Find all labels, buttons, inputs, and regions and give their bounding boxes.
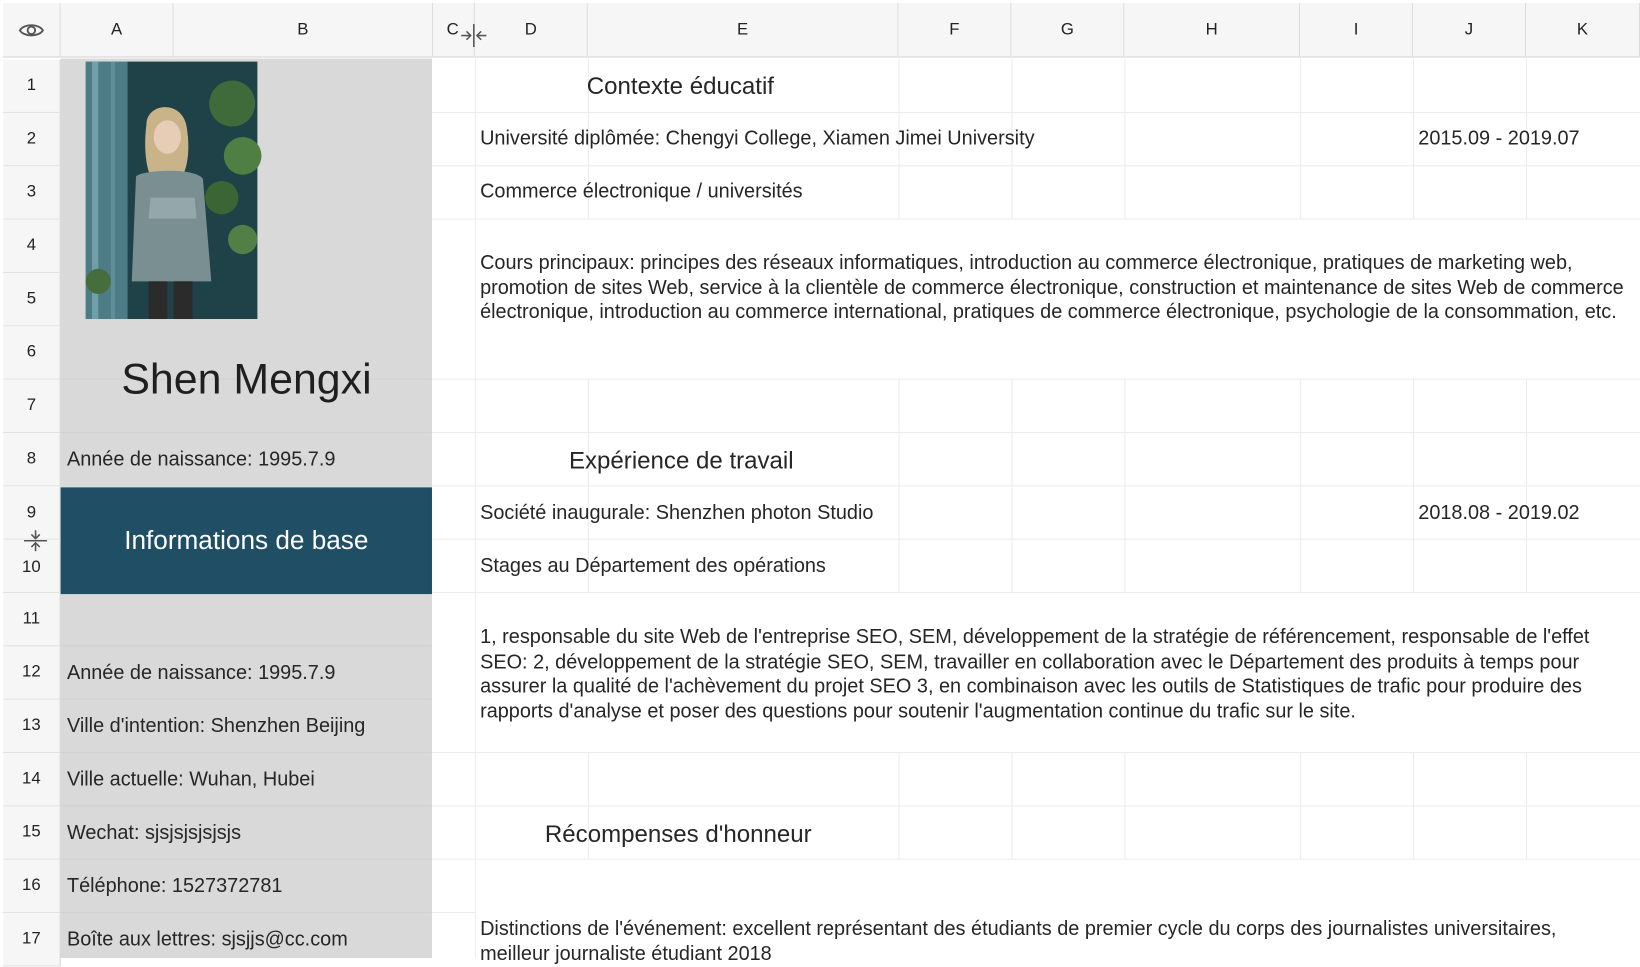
- column-header-f[interactable]: F: [898, 3, 1011, 57]
- row-header-11[interactable]: 11: [3, 593, 61, 646]
- column-header-i[interactable]: I: [1300, 3, 1413, 57]
- experience-company: Société inaugurale: Shenzhen photon Studio: [480, 502, 874, 525]
- row-header-3[interactable]: 3: [3, 166, 61, 219]
- row-resize-icon[interactable]: [23, 528, 48, 553]
- column-header-j[interactable]: J: [1413, 3, 1526, 57]
- experience-role: Stages au Département des opérations: [480, 555, 826, 578]
- row-header-2[interactable]: 2: [3, 113, 61, 166]
- experience-description: 1, responsable du site Web de l'entreprise SEO, SEM, développement de la stratégie de référencement, responsable de l'effet SEO: 2, développement de la stratégie SEO, SEM, travailler en collaboration avec le Département des produits à temps pour assurer la qualité de l'achèvement du projet SEO 3, en combinaison avec les outils de Statistiques de trafic pour produire des rapports d'analyse et poser des questions pour soutenir l'augmentation continue du trafic sur le site.: [480, 626, 1590, 723]
- gridline: [475, 59, 476, 958]
- row-header-8[interactable]: 8: [3, 433, 61, 486]
- row-header-10[interactable]: 10: [3, 540, 61, 593]
- column-header-a[interactable]: A: [61, 3, 174, 57]
- gridline: [1300, 59, 1301, 958]
- profile-photo[interactable]: [86, 62, 258, 319]
- row-header-14[interactable]: 14: [3, 753, 61, 806]
- gridline: [61, 859, 432, 860]
- row-header-4[interactable]: 4: [3, 220, 61, 273]
- detail-current-city: Ville actuelle: Wuhan, Hubei: [66, 768, 315, 791]
- row-header-15[interactable]: 15: [3, 806, 61, 859]
- gridline: [1413, 59, 1414, 958]
- row-header-6[interactable]: 6: [3, 326, 61, 379]
- gridline: [61, 752, 432, 753]
- education-heading: Contexte éducatif: [586, 72, 774, 100]
- detail-intended-city: Ville d'intention: Shenzhen Beijing: [66, 715, 366, 738]
- birth-year-top: Année de naissance: 1995.7.9: [66, 448, 336, 471]
- column-header-b[interactable]: B: [174, 3, 433, 57]
- eye-icon[interactable]: [18, 20, 45, 39]
- column-header-c[interactable]: C: [433, 3, 475, 57]
- column-header-g[interactable]: G: [1011, 3, 1124, 57]
- section-banner-basic-info: [61, 487, 432, 594]
- column-header-e[interactable]: E: [588, 3, 899, 57]
- gridline: [61, 432, 432, 433]
- gridline: [898, 59, 899, 958]
- row-header-16[interactable]: 16: [3, 860, 61, 913]
- row-header-7[interactable]: 7: [3, 380, 61, 433]
- row-header-17[interactable]: 17: [3, 913, 61, 966]
- column-header-d[interactable]: D: [475, 3, 588, 57]
- honors-heading: Récompenses d'honneur: [544, 820, 812, 848]
- education-university: Université diplômée: Chengyi College, Xiamen Jimei University: [480, 127, 1035, 150]
- gridline: [61, 805, 432, 806]
- row-header-12[interactable]: 12: [3, 646, 61, 699]
- column-resize-icon[interactable]: [459, 22, 488, 49]
- education-courses: Cours principaux: principes des réseaux informatiques, introduction au commerce électronique, pratiques de marketing web, promotion de sites Web, service à la clientèle de commerce électronique, construction et maintenance de sites Web de commerce électronique, introduction au commerce international, pratiques de commerce électronique, psychologie de la consommation, etc.: [480, 252, 1624, 324]
- experience-period: 2018.08 - 2019.02: [1418, 502, 1580, 525]
- row-header-9[interactable]: 9: [3, 486, 61, 539]
- honors-description: Distinctions de l'événement: excellent représentant des étudiants de premier cycle du corps des journalistes universitaires, meilleur journaliste étudiant 2018: [480, 918, 1557, 966]
- row-header-1[interactable]: 1: [3, 60, 61, 113]
- detail-email: Boîte aux lettres: sjsjjs@cc.com: [66, 928, 348, 951]
- detail-phone: Téléphone: 1527372781: [66, 875, 283, 898]
- column-header-h[interactable]: H: [1124, 3, 1300, 57]
- education-major: Commerce électronique / universités: [480, 180, 803, 203]
- select-all-corner[interactable]: [3, 3, 61, 57]
- gridline: [1011, 59, 1012, 958]
- row-header-5[interactable]: 5: [3, 273, 61, 326]
- detail-birth-year: Année de naissance: 1995.7.9: [66, 662, 336, 685]
- experience-heading: Expérience de travail: [568, 446, 794, 474]
- gridline: [61, 645, 432, 646]
- gridline: [61, 699, 432, 700]
- column-header-k[interactable]: K: [1526, 3, 1640, 57]
- row-header-13[interactable]: 13: [3, 700, 61, 753]
- gridline: [61, 912, 432, 913]
- banner-title: Informations de base: [124, 525, 369, 555]
- person-name: Shen Mengxi: [121, 354, 372, 403]
- education-period: 2015.09 - 2019.07: [1418, 127, 1580, 150]
- detail-wechat: Wechat: sjsjsjsjsjsjs: [66, 822, 242, 845]
- gridline: [1124, 59, 1125, 958]
